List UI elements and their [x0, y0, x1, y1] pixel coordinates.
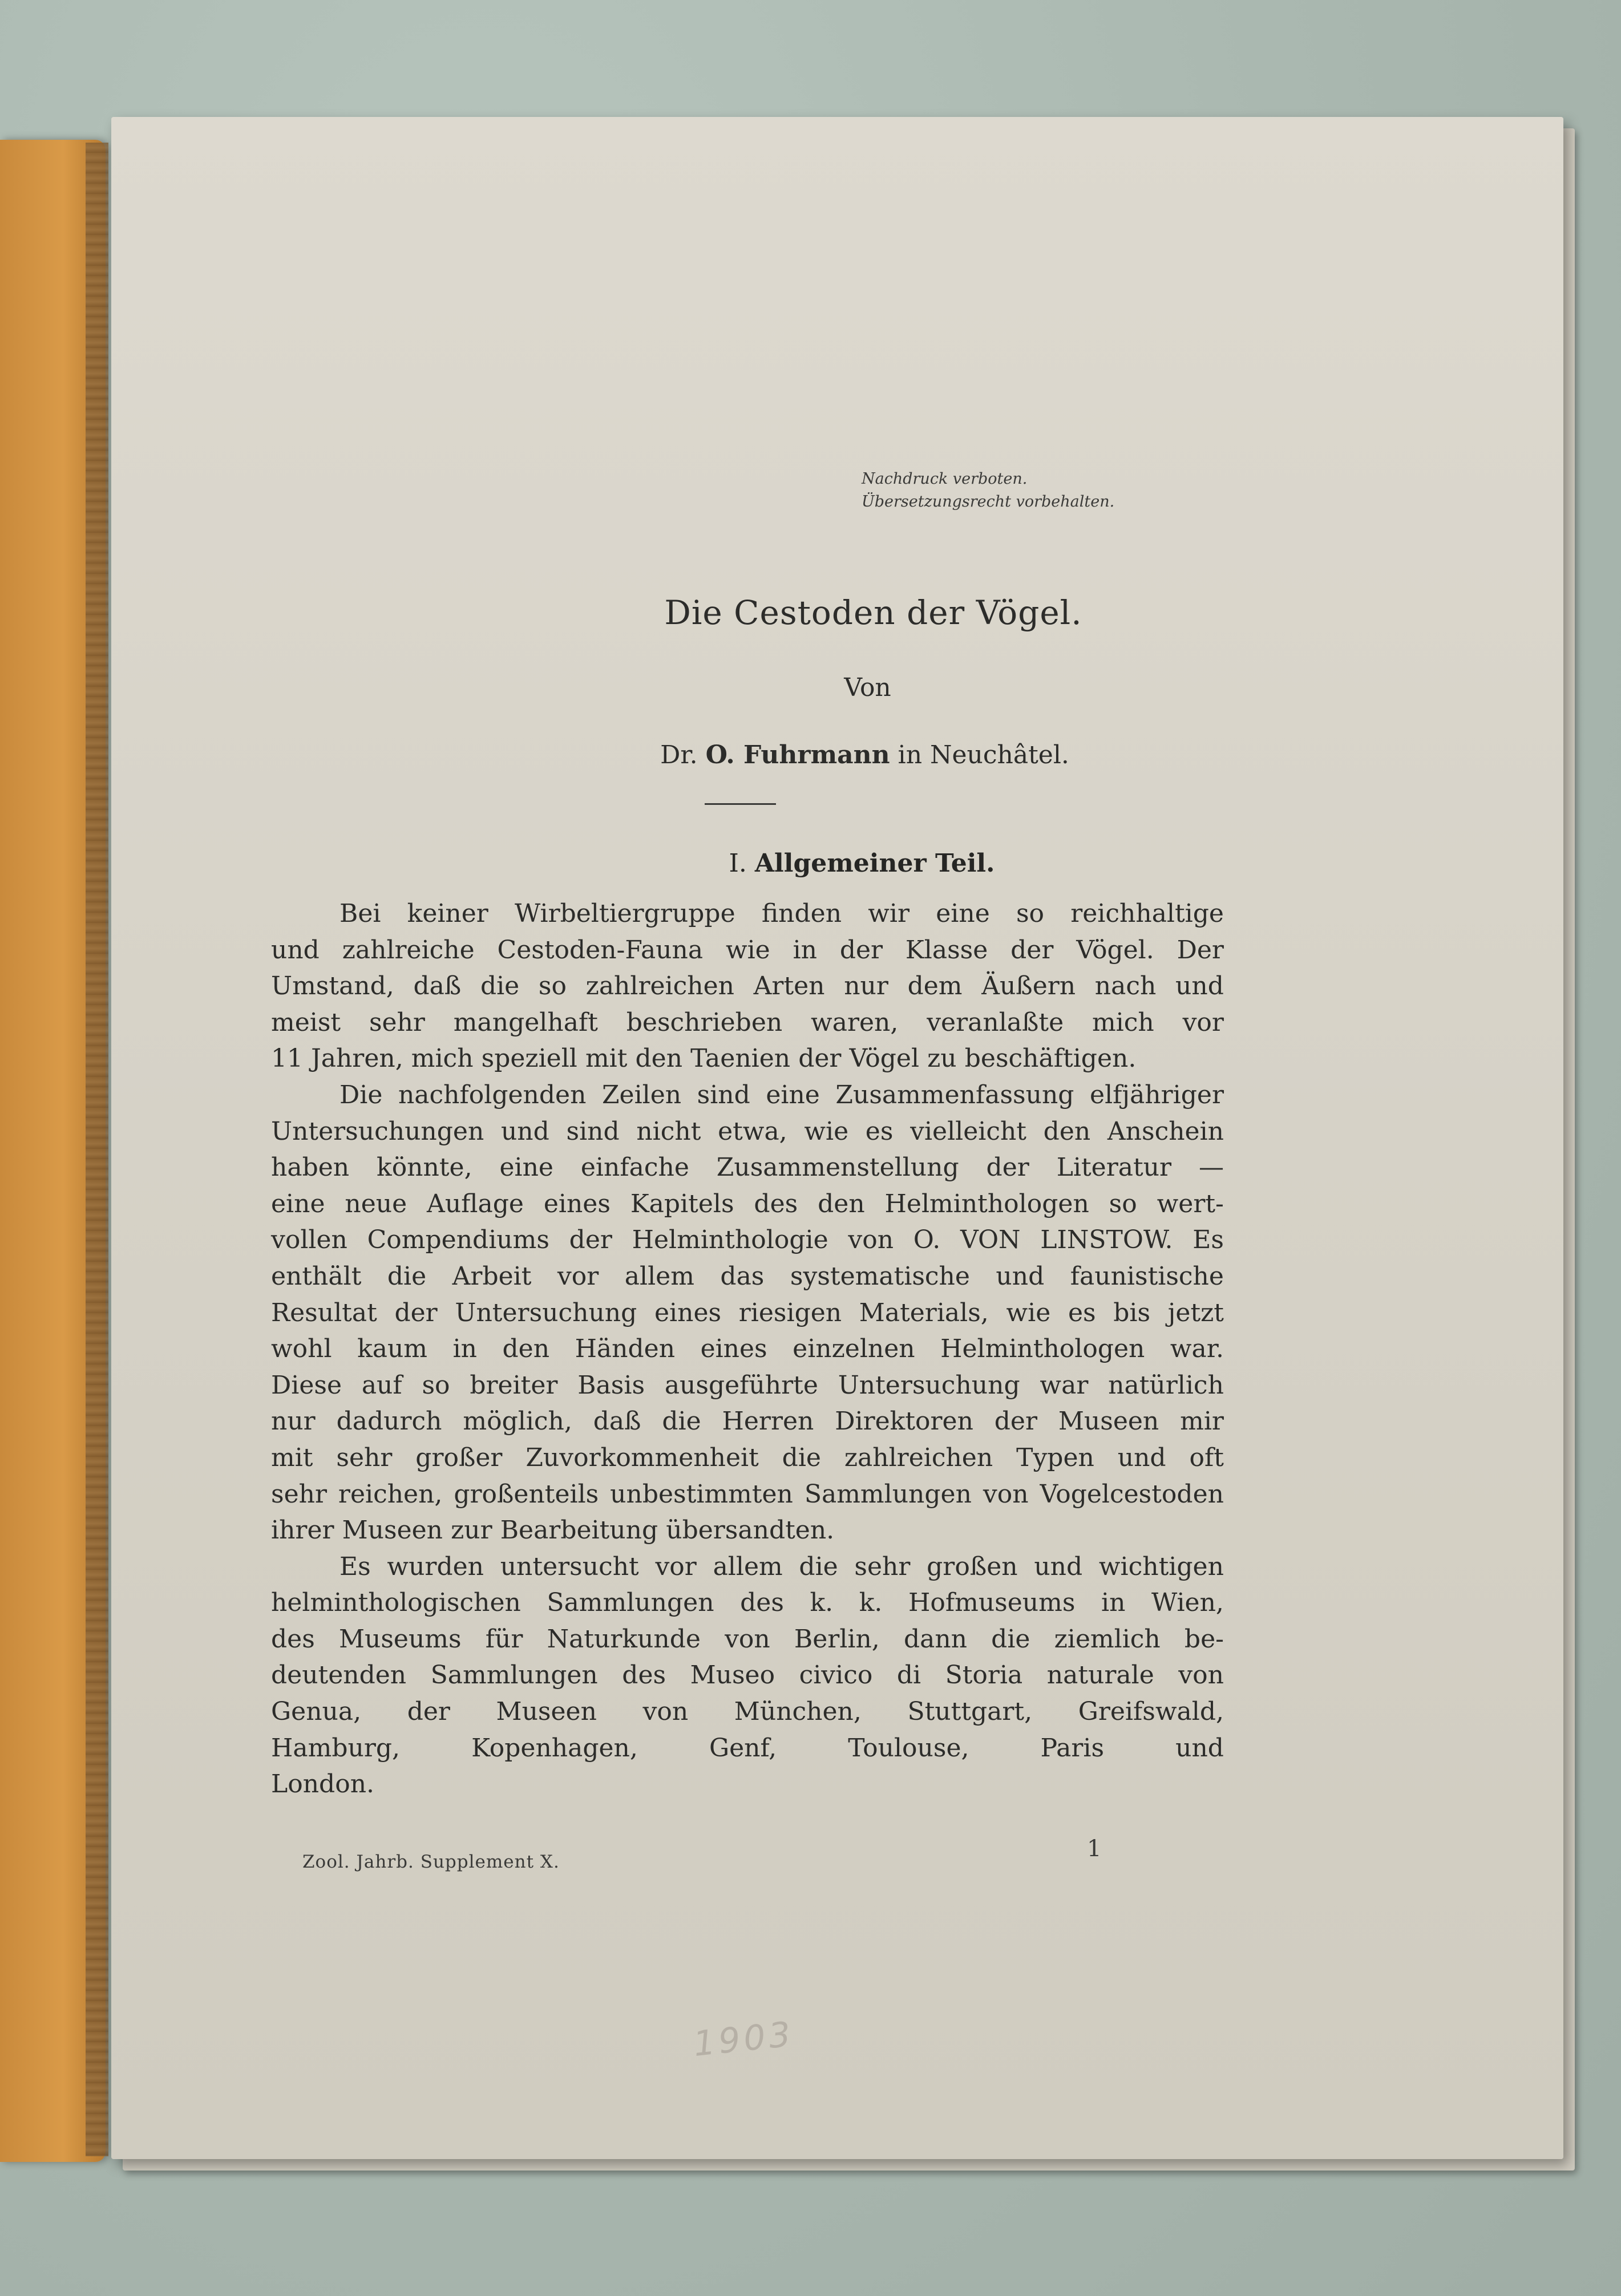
notice-line-1: Nachdruck verboten. [862, 470, 1028, 488]
text-line: meist sehr mangelhaft beschrieben waren, veranlaßte mich vor [271, 1007, 1224, 1037]
body-text [271, 896, 1224, 1803]
byline: Von [844, 673, 891, 702]
text-line: Untersuchungen und sind nicht etwa, wie es vielleicht den Anschein [271, 1116, 1224, 1146]
text-line: vollen Compendiums der Helminthologie von O. VON LINSTOW. Es [271, 1225, 1224, 1255]
text-line: wohl kaum in den Händen eines einzelnen Helminthologen war. [271, 1334, 1224, 1364]
author-line [0, 740, 1621, 770]
text-line: und zahlreiche Cestoden-Fauna wie in der Klasse der Vögel. Der [271, 935, 1224, 965]
text-line: nur dadurch möglich, daß die Herren Direktoren der Museen mir [271, 1407, 1224, 1436]
text-line: Bei keiner Wirbeltiergruppe finden wir eine so reichhaltige [339, 899, 1224, 928]
author-location: in Neuchâtel. [898, 740, 1069, 770]
text-line: Umstand, daß die so zahlreichen Arten nur dem Äußern nach und [271, 971, 1224, 1001]
page-title: Die Cestoden der Vögel. [664, 593, 1082, 632]
text-line: enthält die Arbeit vor allem das systematische und faunistische [271, 1261, 1224, 1291]
notice-line-2: Übersetzungsrecht vorbehalten. [862, 493, 1115, 511]
text-line: helminthologischen Sammlungen des k. k. Hofmuseums in Wien, [271, 1588, 1224, 1618]
section-number: I. [729, 849, 747, 878]
title-divider [705, 803, 776, 805]
author-prefix: Dr. [660, 740, 698, 770]
text-line: Resultat der Untersuchung eines riesigen Materials, wie es bis jetzt [271, 1298, 1224, 1327]
text-line: sehr reichen, großenteils unbestimmten Sammlungen von Vogelcestoden [271, 1479, 1224, 1509]
section-title: Allgemeiner Teil. [754, 849, 995, 878]
page-number: 1 [1087, 1836, 1102, 1862]
binding-edge [86, 143, 108, 2156]
text-line: Diese auf so breiter Basis ausgeführte Untersuchung war natürlich [271, 1370, 1224, 1400]
text-line: haben könnte, eine einfache Zusammenstellung der Literatur — [271, 1153, 1224, 1183]
text-line: ihrer Museen zur Bearbeitung übersandten. [271, 1516, 835, 1545]
text-line: deutenden Sammlungen des Museo civico di Storia naturale von [271, 1661, 1224, 1690]
text-line: mit sehr großer Zuvorkommenheit die zahlreichen Typen und oft [271, 1443, 1224, 1472]
text-line: Hamburg, Kopenhagen, Genf, Toulouse, Paris und [271, 1733, 1224, 1763]
copyright-notice [862, 468, 1114, 513]
pencil-annotation: 1903 [691, 2014, 796, 2065]
text-line: London. [271, 1769, 375, 1799]
author-name: O. Fuhrmann [705, 740, 890, 770]
text-line: des Museums für Naturkunde von Berlin, dann die ziemlich be- [271, 1624, 1224, 1654]
section-heading [0, 849, 1621, 878]
text-line: 11 Jahren, mich speziell mit den Taenien der Vögel zu beschäftigen. [271, 1044, 1137, 1074]
journal-footer: Zool. Jahrb. Supplement X. [302, 1852, 560, 1872]
text-line: Genua, der Museen von München, Stuttgart, Greifswald, [271, 1697, 1224, 1727]
text-line: eine neue Auflage eines Kapitels des den Helminthologen so wert- [271, 1189, 1224, 1218]
text-line: Die nachfolgenden Zeilen sind eine Zusammenfassung elfjähriger [339, 1080, 1224, 1109]
text-line: Es wurden untersucht vor allem die sehr großen und wichtigen [339, 1552, 1224, 1581]
